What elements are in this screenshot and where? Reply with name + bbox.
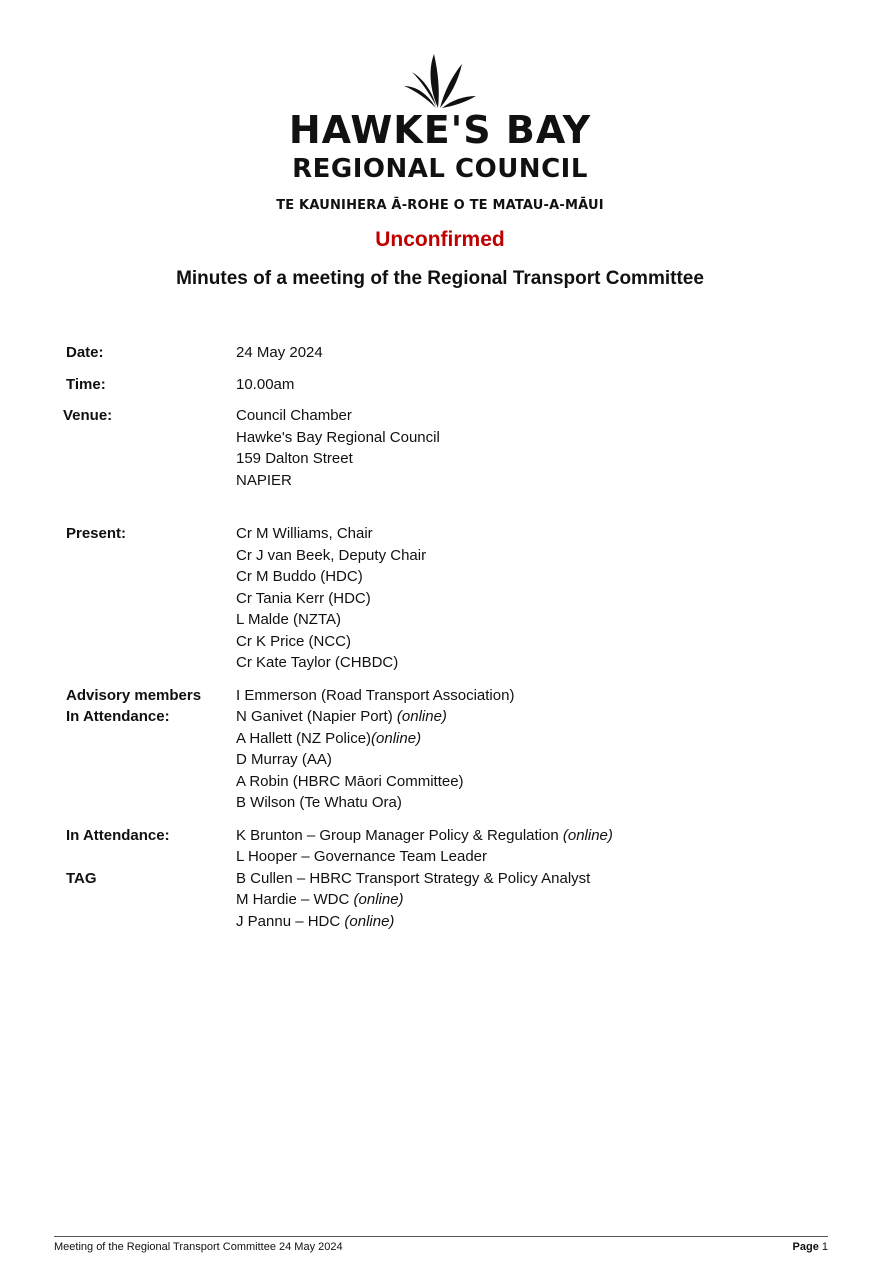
online-note: (online) [353,891,404,908]
advisory-label-line: In Attendance: [66,708,170,725]
attendee-name: L Hooper – Governance Team Leader [236,848,487,865]
venue-line: 159 Dalton Street [236,450,353,467]
present-row [66,523,826,674]
time-label: Time: [66,375,106,393]
member-name: J Pannu – HDC [236,912,345,930]
time-row [66,374,826,396]
in-attendance-label: In Attendance: [66,826,170,844]
present-member: Cr Kate Taylor (CHBDC) [236,654,399,671]
venue-label: Venue: [63,407,113,424]
time-value: 10.00am [236,375,295,393]
online-note: (online) [371,729,422,747]
page-title: Minutes of a meeting of the Regional Transport Committee [176,268,704,289]
advisory-member [236,685,826,707]
advisory-member [236,706,826,728]
meeting-details [63,342,826,932]
footer-meeting-title: Meeting of the Regional Transport Committee 24 May 2024 [54,1241,343,1253]
status-label: Unconfirmed [375,228,505,251]
present-member: Cr M Buddo (HDC) [236,568,363,585]
member-name: N Ganivet (Napier Port) [236,708,397,725]
advisory-row [66,685,826,814]
present-label: Present: [66,525,127,542]
page-footer [54,1236,828,1253]
tag-member [236,889,826,911]
footer-page-label: Page [792,1241,819,1253]
venue-value [236,405,826,491]
venue-row [63,405,826,491]
member-name: B Wilson (Te Whatu Ora) [236,794,402,811]
member-name: B Cullen – HBRC Transport Strategy & Policy Analyst [236,869,591,887]
advisory-label-line: Advisory members [66,686,202,704]
member-name: A Hallett (NZ Police) [236,729,372,747]
advisory-member [236,728,826,750]
present-member: Cr J van Beek, Deputy Chair [236,546,427,564]
footer-page [793,1241,828,1253]
logo-line2: REGIONAL COUNCIL [292,154,588,184]
online-note: (online) [344,912,395,930]
present-member: Cr K Price (NCC) [236,632,351,650]
member-name: A Robin (HBRC Māori Committee) [236,772,464,790]
advisory-label [66,685,236,814]
advisory-member [236,771,826,793]
tag-member [236,911,826,933]
tag-label: TAG [66,869,97,887]
present-member: Cr Tania Kerr (HDC) [236,589,371,607]
advisory-member [236,749,826,771]
leaf-logo-icon [400,50,480,110]
advisory-list [236,685,826,814]
tag-list [236,868,826,933]
online-note: (online) [396,708,447,725]
attendee [236,846,826,868]
venue-line: Hawke's Bay Regional Council [236,428,440,446]
venue-line: Council Chamber [236,407,352,424]
tag-row [66,868,826,933]
logo-subtitle: TE KAUNIHERA Ā-ROHE O TE MATAU-A-MĀUI [276,198,604,213]
present-member: L Malde (NZTA) [236,611,342,628]
logo-line1: HAWKE'S BAY [288,108,592,152]
date-value: 24 May 2024 [236,344,323,361]
present-member: Cr M Williams, Chair [236,525,373,542]
logo [0,50,880,213]
member-name: D Murray (AA) [236,751,332,768]
member-name: M Hardie – WDC [236,891,354,908]
advisory-member [236,792,826,814]
date-row [66,342,826,364]
member-name: I Emmerson (Road Transport Association) [236,686,515,704]
in-attendance-row [66,825,826,868]
online-note: (online) [562,826,613,844]
present-list [236,523,826,674]
footer-page-number: 1 [821,1241,828,1253]
tag-member [236,868,826,890]
date-label: Date: [66,344,104,361]
venue-line: NAPIER [236,471,292,489]
attendee [236,825,826,847]
in-attendance-list [236,825,826,868]
attendee-name: K Brunton – Group Manager Policy & Regulation [236,826,563,844]
